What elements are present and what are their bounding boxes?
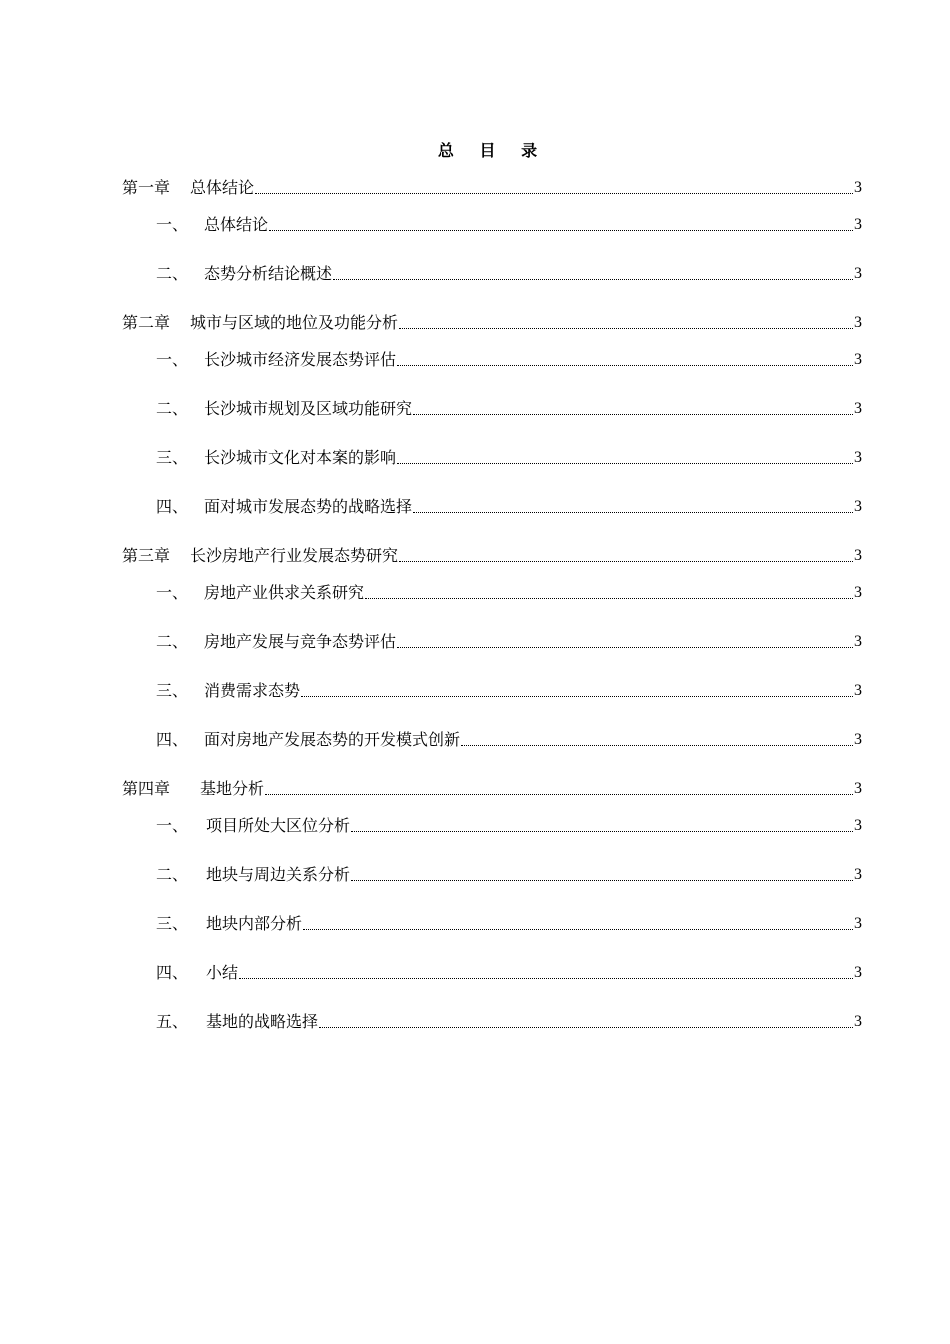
- toc-entry-title: 面对房地产发展态势的开发模式创新: [204, 730, 461, 749]
- toc-entry-page: 3: [854, 400, 862, 417]
- toc-entry-title: 项目所处大区位分析: [206, 816, 351, 835]
- toc-entry-page: 3: [854, 314, 862, 331]
- toc-entry-number: 四、: [156, 497, 189, 516]
- toc-entry-section[interactable]: [156, 347, 862, 371]
- toc-leader-dots: [269, 229, 853, 231]
- toc-entry-number: 一、: [156, 215, 189, 234]
- toc-entry-section[interactable]: [156, 396, 862, 420]
- toc-entry-section[interactable]: [156, 813, 862, 837]
- toc-entry-page: 3: [854, 817, 862, 834]
- toc-entry-number: 一、: [156, 816, 189, 835]
- toc-entry-number: 一、: [156, 350, 189, 369]
- toc-entry-section[interactable]: [156, 494, 862, 518]
- toc-entry-page: 3: [854, 866, 862, 883]
- toc-leader-dots: [399, 327, 853, 329]
- toc-entry-number: 四、: [156, 963, 189, 982]
- toc-entry-section[interactable]: [156, 629, 862, 653]
- toc-entry-section[interactable]: [156, 862, 862, 886]
- toc-entry-title: 长沙房地产行业发展态势研究: [190, 546, 399, 565]
- toc-entry-page: 3: [854, 449, 862, 466]
- toc-leader-dots: [397, 364, 853, 366]
- toc-entry-number: 一、: [156, 583, 189, 602]
- toc-leader-dots: [301, 695, 853, 697]
- toc-leader-dots: [265, 793, 853, 795]
- toc-entry-section[interactable]: [156, 212, 862, 236]
- toc-entry-title: 消费需求态势: [204, 681, 301, 700]
- toc-entry-page: 3: [854, 915, 862, 932]
- toc-entry-number: 二、: [156, 399, 189, 418]
- toc-entry-page: 3: [854, 547, 862, 564]
- toc-leader-dots: [239, 977, 853, 979]
- toc-entry-number: 二、: [156, 632, 189, 651]
- toc-entry-title: 基地的战略选择: [206, 1012, 319, 1031]
- toc-entry-page: 3: [854, 682, 862, 699]
- toc-entry-title: 长沙城市规划及区域功能研究: [204, 399, 413, 418]
- toc-entry-section[interactable]: [156, 261, 862, 285]
- toc-leader-dots: [351, 879, 853, 881]
- toc-entry-page: 3: [854, 179, 862, 196]
- toc-title: 总 目 录: [437, 141, 548, 160]
- toc-leader-dots: [399, 560, 853, 562]
- toc-leader-dots: [413, 413, 853, 415]
- toc-entry-chapter[interactable]: [122, 543, 862, 567]
- toc-entry-number: 第一章: [122, 178, 171, 197]
- toc-entry-page: 3: [854, 584, 862, 601]
- toc-entry-page: 3: [854, 265, 862, 282]
- toc-entry-page: 3: [854, 633, 862, 650]
- toc-entry-section[interactable]: [156, 445, 862, 469]
- toc-entry-title: 基地分析: [200, 779, 265, 798]
- toc-leader-dots: [397, 462, 853, 464]
- toc-leader-dots: [461, 744, 853, 746]
- toc-entry-number: 二、: [156, 865, 189, 884]
- toc-leader-dots: [365, 597, 853, 599]
- toc-entry-number: 第四章: [122, 779, 171, 798]
- toc-entry-title: 总体结论: [190, 178, 255, 197]
- toc-entry-page: 3: [854, 1013, 862, 1030]
- toc-entry-chapter[interactable]: [122, 776, 862, 800]
- toc-leader-dots: [351, 830, 853, 832]
- toc-entry-page: 3: [854, 498, 862, 515]
- toc-entry-title: 地块与周边关系分析: [206, 865, 351, 884]
- toc-entry-title: 总体结论: [204, 215, 269, 234]
- toc-leader-dots: [333, 278, 853, 280]
- toc-entry-number: 二、: [156, 264, 189, 283]
- toc-entry-section[interactable]: [156, 727, 862, 751]
- toc-entry-title: 长沙城市文化对本案的影响: [204, 448, 397, 467]
- toc-leader-dots: [397, 646, 853, 648]
- toc-entry-number: 第二章: [122, 313, 171, 332]
- toc-entry-chapter[interactable]: [122, 310, 862, 334]
- toc-entry-page: 3: [854, 780, 862, 797]
- toc-entry-number: 五、: [156, 1012, 189, 1031]
- toc-entry-title: 地块内部分析: [206, 914, 303, 933]
- toc-leader-dots: [255, 192, 853, 194]
- toc-entry-section[interactable]: [156, 911, 862, 935]
- toc-entry-title: 城市与区域的地位及功能分析: [190, 313, 399, 332]
- toc-entry-chapter[interactable]: [122, 175, 862, 199]
- toc-entry-title: 态势分析结论概述: [204, 264, 333, 283]
- toc-entry-number: 三、: [156, 448, 189, 467]
- toc-leader-dots: [303, 928, 853, 930]
- toc-entry-page: 3: [854, 351, 862, 368]
- toc-entry-section[interactable]: [156, 960, 862, 984]
- toc-entry-page: 3: [854, 964, 862, 981]
- toc-entry-number: 第三章: [122, 546, 171, 565]
- toc-entry-section[interactable]: [156, 678, 862, 702]
- toc-entry-title: 房地产业供求关系研究: [204, 583, 365, 602]
- toc-entry-title: 房地产发展与竞争态势评估: [204, 632, 397, 651]
- toc-entry-number: 四、: [156, 730, 189, 749]
- toc-entry-section[interactable]: [156, 1009, 862, 1033]
- toc-entry-title: 长沙城市经济发展态势评估: [204, 350, 397, 369]
- toc-entry-section[interactable]: [156, 580, 862, 604]
- toc-entry-title: 小结: [206, 963, 239, 982]
- toc-entry-title: 面对城市发展态势的战略选择: [204, 497, 413, 516]
- toc-leader-dots: [413, 511, 853, 513]
- toc-entry-page: 3: [854, 731, 862, 748]
- toc-leader-dots: [319, 1026, 853, 1028]
- toc-entry-number: 三、: [156, 681, 189, 700]
- toc-entry-page: 3: [854, 216, 862, 233]
- toc-entry-number: 三、: [156, 914, 189, 933]
